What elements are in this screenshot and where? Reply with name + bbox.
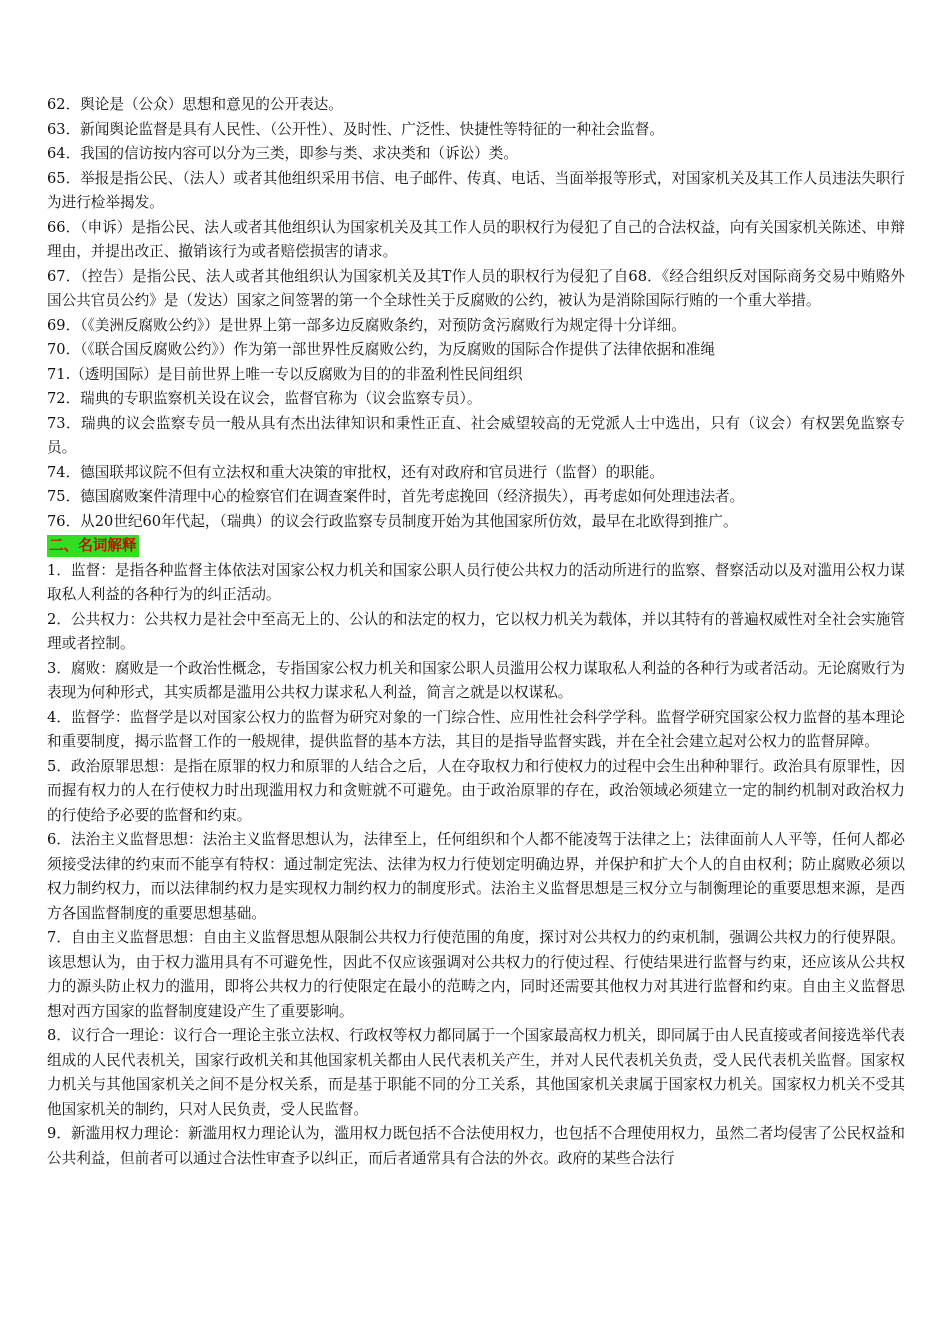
- fill-in-item-71: 71.（透明国际）是目前世界上唯一专以反腐败为目的的非盈利性民间组织: [47, 365, 523, 383]
- fill-in-item-70: 70．（《联合国反腐败公约》）作为第一部世界性反腐败公约，为反腐败的国际合作提供了法律依据和准绳: [47, 341, 715, 358]
- fill-in-item-73: 73．瑞典的议会监察专员一般从具有杰出法律知识和秉性正直、社会威望较高的无党派人士中选出，只有（议会）有权罢免监察专员。: [47, 414, 905, 456]
- definition-5: 5．政治原罪思想：是指在原罪的权力和原罪的人结合之后，人在夺取权力和行使权力的过程中会生出种种罪行。政治具有原罪性，因而握有权力的人在行使权力时出现滥用权力和贪赃就不可避免。由于政治原罪的存在，政治领域必须建立一定的制约机制对政治权力的行使给予必要的监督和约束。: [47, 757, 905, 824]
- fill-in-item-74: 74．德国联邦议院不但有立法权和重大决策的审批权，还有对政府和官员进行（监督）的职能。: [47, 463, 664, 481]
- definition-4: 4．监督学：监督学是以对国家公权力的监督为研究对象的一门综合性、应用性社会科学学科。监督学研究国家公权力监督的基本理论和重要制度，揭示监督工作的一般规律，提供监督的基本方法，其目的是指导监督实践，并在全社会建立起对公权力的监督屏障。: [47, 708, 905, 750]
- fill-in-item-62: 62．舆论是（公众）思想和意见的公开表达。: [47, 96, 343, 113]
- definition-8: 8．议行合一理论：议行合一理论主张立法权、行政权等权力都同属于一个国家最高权力机关，即同属于由人民直接或者间接选举代表组成的人民代表机关，国家行政机关和其他国家机关都由人民代表机关产生，并对人民代表机关负责，受人民代表机关监督。国家权力机关与其他国家机关之间不是分权关系，而是基于职能不同的分工关系，其他国家机关隶属于国家权力机关。国家权力机关不受其他国家机关的制约，只对人民负责，受人民监督。: [47, 1027, 905, 1118]
- definition-3: 3．腐败：腐败是一个政治性概念，专指国家公权力机关和国家公职人员滥用公权力谋取私人利益的各种行为或者活动。无论腐败行为表现为何种形式，其实质都是滥用公共权力谋求私人利益，简言之就是以权谋私。: [47, 659, 905, 701]
- fill-in-item-76: 76．从20世纪60年代起，（瑞典）的议会行政监察专员制度开始为其他国家所仿效，最早在北欧得到推广。: [47, 512, 738, 530]
- definition-2: 2．公共权力：公共权力是社会中至高无上的、公认的和法定的权力，它以权力机关为载体，并以其特有的普遍权威性对全社会实施管理或者控制。: [47, 610, 905, 652]
- definition-1: 1．监督：是指各种监督主体依法对国家公权力机关和国家公职人员行使公共权力的活动所进行的监察、督察活动以及对滥用公权力谋取私人利益的各种行为的纠正活动。: [47, 561, 905, 603]
- fill-in-item-69: 69．（《美洲反腐败公约》）是世界上第一部多边反腐败条约，对预防贪污腐败行为规定得十分详细。: [47, 316, 686, 334]
- section-heading-row: [47, 534, 905, 559]
- fill-in-item-63: 63．新闻舆论监督是具有人民性、（公开性）、及时性、广泛性、快捷性等特征的一种社会监督。: [47, 120, 664, 138]
- fill-in-item-65: 65．举报是指公民、（法人）或者其他组织采用书信、电子邮件、传真、电话、当面举报等形式，对国家机关及其工作人员违法失职行为进行检举揭发。: [47, 169, 905, 211]
- fill-in-item-66: 66．（申诉）是指公民、法人或者其他组织认为国家机关及其工作人员的职权行为侵犯了自己的合法权益，向有关国家机关陈述、申辩理由，并提出改正、撤销该行为或者赔偿损害的请求。: [47, 218, 905, 260]
- fill-in-item-72: 72．瑞典的专职监察机关设在议会，监督官称为（议会监察专员）。: [47, 390, 482, 407]
- fill-in-item-67-68: 67．（控告）是指公民、法人或者其他组织认为国家机关及其T作人员的职权行为侵犯了自68．《经合组织反对国际商务交易中贿赂外国公共官员公约》是（发达）国家之间签署的第一个全球性关于反腐败的公约，被认为是消除国际行贿的一个重大举措。: [47, 267, 905, 309]
- definition-9: 9．新滥用权力理论：新滥用权力理论认为，滥用权力既包括不合法使用权力，也包括不合理使用权力，虽然二者均侵害了公民权益和公共利益，但前者可以通过合法性审查予以纠正，而后者通常具有合法的外衣。政府的某些合法行: [47, 1125, 905, 1167]
- definition-7: 7．自由主义监督思想：自由主义监督思想从限制公共权力行使范围的角度，探讨对公共权力的约束机制，强调公共权力的行使界限。该思想认为，由于权力滥用具有不可避免性，因此不仅应该强调对公共权力的行使过程、行使结果进行监督与约束，还应该从公共权力的源头防止权力的滥用，即将公共权力的行使限定在最小的范畴之内，同时还需要其他权力对其进行监督和约束。自由主义监督思想对西方国家的监督制度建设产生了重要影响。: [47, 929, 905, 1020]
- document-page: [47, 93, 905, 1171]
- fill-in-item-75: 75．德国腐败案件清理中心的检察官们在调查案件时，首先考虑挽回（经济损失），再考虑如何处理违法者。: [47, 488, 745, 505]
- definition-6: 6．法治主义监督思想：法治主义监督思想认为，法律至上，任何组织和个人都不能凌驾于法律之上；法律面前人人平等，任何人都必须接受法律的约束而不能享有特权：通过制定宪法、法律为权力行使划定明确边界，并保护和扩大个人的自由权利；防止腐败必须以权力制约权力，而以法律制约权力是实现权力制约权力的制度形式。法治主义监督思想是三权分立与制衡理论的重要思想来源，是西方各国监督制度的重要思想基础。: [47, 831, 905, 922]
- fill-in-item-64: 64．我国的信访按内容可以分为三类，即参与类、求决类和（诉讼）类。: [47, 145, 518, 162]
- section-heading: 二、名词解释: [47, 535, 139, 557]
